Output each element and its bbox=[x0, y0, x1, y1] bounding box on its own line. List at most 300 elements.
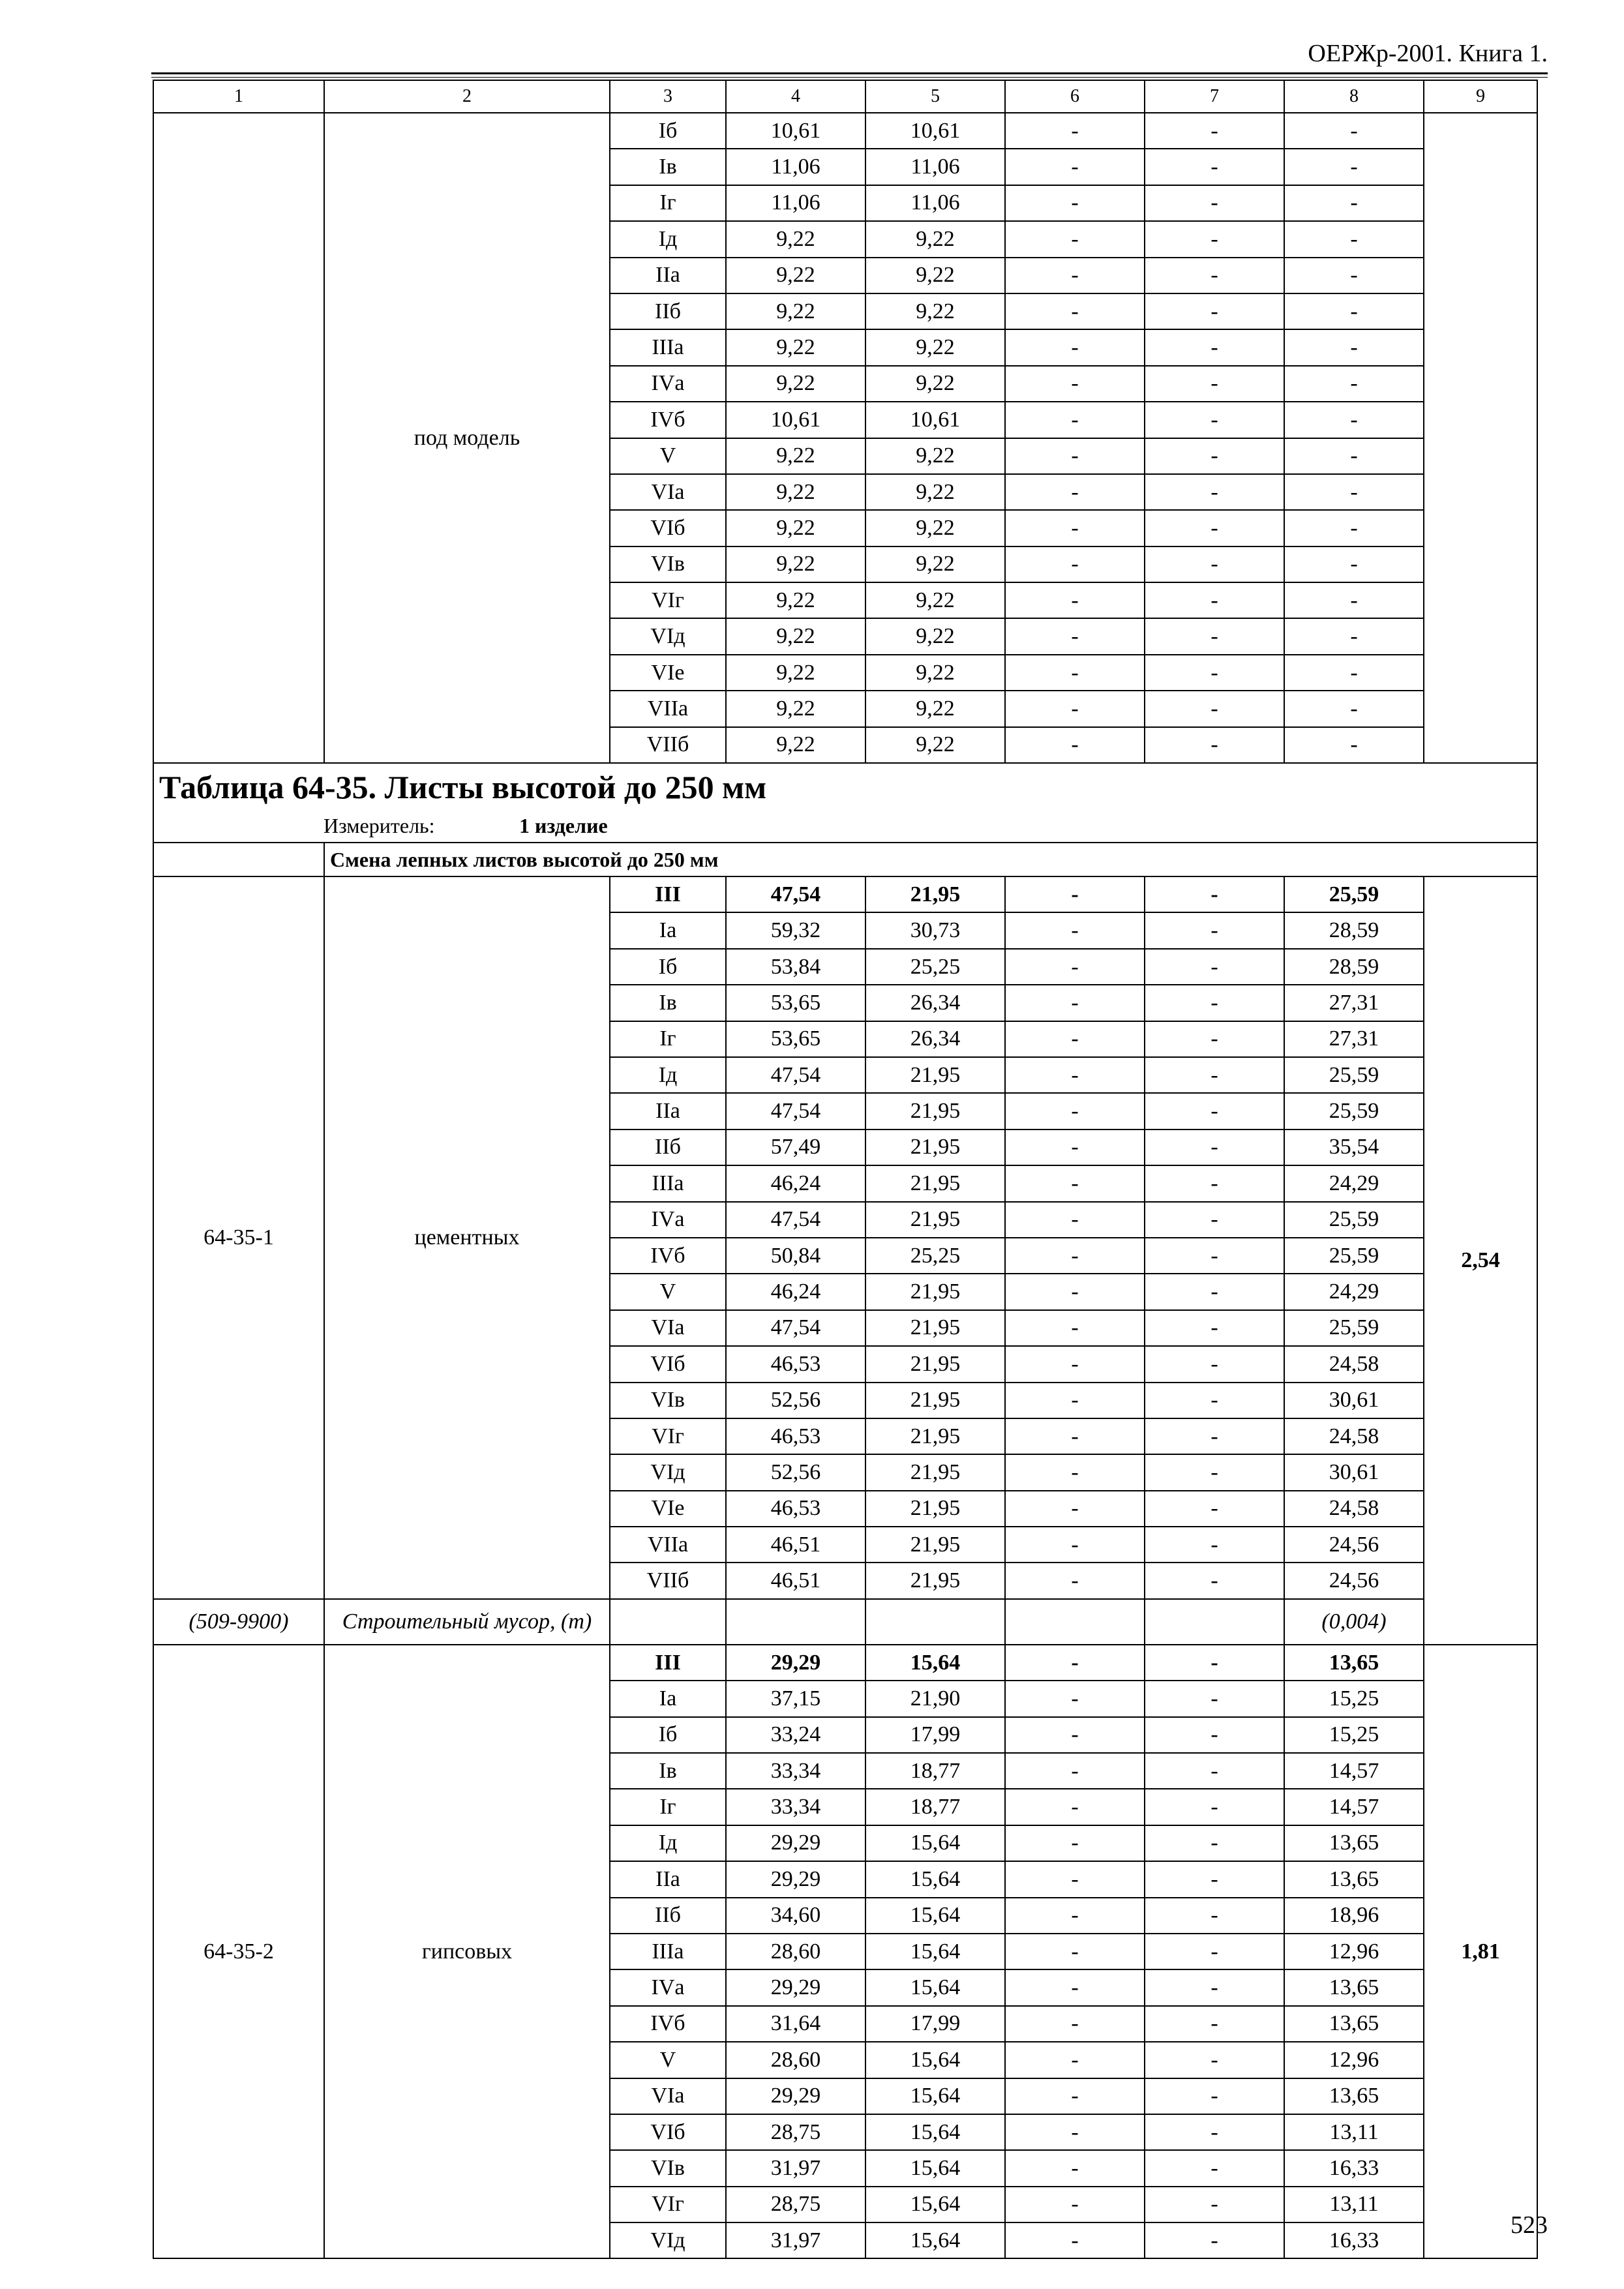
waste-value: (0,004) bbox=[1284, 1599, 1424, 1645]
cell-col-6: - bbox=[1005, 912, 1145, 948]
rate-code: 64-35-1 bbox=[153, 876, 324, 1599]
empty-cell bbox=[610, 1599, 726, 1645]
rates-table-body bbox=[153, 80, 1537, 2258]
cell-col-5: 15,64 bbox=[865, 2150, 1005, 2186]
cell-col-5: 9,22 bbox=[865, 329, 1005, 365]
cell-col-5: 21,95 bbox=[865, 1563, 1005, 1598]
cell-col-5: 15,64 bbox=[865, 1934, 1005, 1969]
cell-col-6: - bbox=[1005, 293, 1145, 329]
cell-col-3: VIб bbox=[610, 2114, 726, 2150]
cell-col-8: 28,59 bbox=[1284, 949, 1424, 985]
cell-col-3: Iа bbox=[610, 912, 726, 948]
cell-col-6: - bbox=[1005, 474, 1145, 510]
cell-col-8: 16,33 bbox=[1284, 2222, 1424, 2258]
cell-col-8: 14,57 bbox=[1284, 1753, 1424, 1789]
cell-col-7: - bbox=[1145, 2114, 1284, 2150]
empty-cell bbox=[1005, 1599, 1145, 1645]
table-row bbox=[153, 876, 1537, 912]
cell-col-6: - bbox=[1005, 1130, 1145, 1165]
col9-value bbox=[1424, 113, 1537, 763]
cell-col-3: VIIб bbox=[610, 727, 726, 763]
cell-col-5: 25,25 bbox=[865, 1238, 1005, 1274]
cell-col-4: 53,65 bbox=[726, 985, 865, 1021]
cell-col-7: - bbox=[1145, 1563, 1284, 1598]
cell-col-6: - bbox=[1005, 1527, 1145, 1563]
cell-col-8: - bbox=[1284, 113, 1424, 149]
cell-col-4: 28,60 bbox=[726, 2042, 865, 2078]
column-number: 4 bbox=[726, 80, 865, 113]
cell-col-5: 30,73 bbox=[865, 912, 1005, 948]
cell-col-8: 14,57 bbox=[1284, 1789, 1424, 1825]
cell-col-7: - bbox=[1145, 1130, 1284, 1165]
cell-col-8: 25,59 bbox=[1284, 1238, 1424, 1274]
cell-col-4: 9,22 bbox=[726, 258, 865, 293]
cell-col-6: - bbox=[1005, 1491, 1145, 1527]
cell-col-6: - bbox=[1005, 2150, 1145, 2186]
cell-col-8: - bbox=[1284, 438, 1424, 474]
cell-col-4: 9,22 bbox=[726, 293, 865, 329]
cell-col-4: 47,54 bbox=[726, 1093, 865, 1129]
cell-col-7: - bbox=[1145, 438, 1284, 474]
cell-col-8: 16,33 bbox=[1284, 2150, 1424, 2186]
cell-col-6: - bbox=[1005, 1789, 1145, 1825]
cell-col-8: 13,65 bbox=[1284, 2078, 1424, 2114]
cell-col-3: Iб bbox=[610, 949, 726, 985]
cell-col-4: 9,22 bbox=[726, 727, 865, 763]
cell-col-8: 30,61 bbox=[1284, 1454, 1424, 1490]
cell-col-3: Iв bbox=[610, 149, 726, 185]
measure-row bbox=[153, 811, 1537, 843]
cell-col-7: - bbox=[1145, 1346, 1284, 1382]
rate-code: 64-35-2 bbox=[153, 1645, 324, 2259]
cell-col-7: - bbox=[1145, 185, 1284, 221]
cell-col-6: - bbox=[1005, 618, 1145, 654]
cell-col-7: - bbox=[1145, 582, 1284, 618]
cell-col-8: 24,58 bbox=[1284, 1491, 1424, 1527]
cell-col-7: - bbox=[1145, 1898, 1284, 1934]
cell-col-6: - bbox=[1005, 1346, 1145, 1382]
cell-col-8: 13,65 bbox=[1284, 1861, 1424, 1897]
cell-col-5: 9,22 bbox=[865, 258, 1005, 293]
cell-col-8: 13,11 bbox=[1284, 2114, 1424, 2150]
cell-col-5: 11,06 bbox=[865, 185, 1005, 221]
cell-col-6: - bbox=[1005, 2222, 1145, 2258]
cell-col-5: 9,22 bbox=[865, 546, 1005, 582]
work-name: цементных bbox=[324, 876, 610, 1599]
cell-col-4: 46,51 bbox=[726, 1563, 865, 1598]
page-number: 523 bbox=[1511, 2211, 1548, 2239]
cell-col-3: IVб bbox=[610, 2006, 726, 2042]
cell-col-8: 12,96 bbox=[1284, 1934, 1424, 1969]
cell-col-6: - bbox=[1005, 1645, 1145, 1681]
cell-col-6: - bbox=[1005, 876, 1145, 912]
cell-col-6: - bbox=[1005, 1310, 1145, 1346]
cell-col-6: - bbox=[1005, 2042, 1145, 2078]
cell-col-8: - bbox=[1284, 618, 1424, 654]
cell-col-7: - bbox=[1145, 2006, 1284, 2042]
cell-col-5: 15,64 bbox=[865, 1898, 1005, 1934]
column-number-row bbox=[153, 80, 1537, 113]
cell-col-7: - bbox=[1145, 618, 1284, 654]
cell-col-3: Iб bbox=[610, 113, 726, 149]
cell-col-3: VIг bbox=[610, 1418, 726, 1454]
cell-col-4: 31,97 bbox=[726, 2150, 865, 2186]
cell-col-6: - bbox=[1005, 1861, 1145, 1897]
cell-col-6: - bbox=[1005, 1563, 1145, 1598]
cell-col-8: - bbox=[1284, 185, 1424, 221]
column-number: 6 bbox=[1005, 80, 1145, 113]
cell-col-8: 30,61 bbox=[1284, 1383, 1424, 1418]
cell-col-4: 9,22 bbox=[726, 438, 865, 474]
cell-col-5: 9,22 bbox=[865, 474, 1005, 510]
cell-col-8: 27,31 bbox=[1284, 1021, 1424, 1057]
cell-col-8: 25,59 bbox=[1284, 1310, 1424, 1346]
cell-col-8: 25,59 bbox=[1284, 1202, 1424, 1238]
cell-col-3: IIб bbox=[610, 1898, 726, 1934]
cell-col-7: - bbox=[1145, 876, 1284, 912]
cell-col-6: - bbox=[1005, 1165, 1145, 1201]
cell-col-5: 11,06 bbox=[865, 149, 1005, 185]
cell-col-7: - bbox=[1145, 691, 1284, 726]
cell-col-3: VIIа bbox=[610, 1527, 726, 1563]
cell-col-6: - bbox=[1005, 366, 1145, 402]
cell-col-5: 9,22 bbox=[865, 510, 1005, 546]
cell-col-4: 9,22 bbox=[726, 655, 865, 691]
cell-col-3: VIд bbox=[610, 1454, 726, 1490]
cell-col-7: - bbox=[1145, 1969, 1284, 2005]
waste-code: (509-9900) bbox=[153, 1599, 324, 1645]
cell-col-5: 26,34 bbox=[865, 985, 1005, 1021]
cell-col-3: VIб bbox=[610, 1346, 726, 1382]
cell-col-4: 33,34 bbox=[726, 1753, 865, 1789]
cell-col-4: 10,61 bbox=[726, 113, 865, 149]
cell-col-6: - bbox=[1005, 691, 1145, 726]
cell-col-3: Iа bbox=[610, 1681, 726, 1716]
cell-col-4: 37,15 bbox=[726, 1681, 865, 1716]
cell-col-3: VIа bbox=[610, 474, 726, 510]
cell-col-7: - bbox=[1145, 1934, 1284, 1969]
cell-col-6: - bbox=[1005, 1969, 1145, 2005]
cell-col-6: - bbox=[1005, 185, 1145, 221]
cell-col-6: - bbox=[1005, 329, 1145, 365]
cell-col-3: IVб bbox=[610, 402, 726, 438]
cell-col-6: - bbox=[1005, 985, 1145, 1021]
section-subheader: Смена лепных листов высотой до 250 мм bbox=[324, 843, 1537, 876]
cell-col-5: 21,95 bbox=[865, 1491, 1005, 1527]
cell-col-8: - bbox=[1284, 582, 1424, 618]
cell-col-5: 9,22 bbox=[865, 618, 1005, 654]
cell-col-7: - bbox=[1145, 1057, 1284, 1093]
cell-col-8: - bbox=[1284, 293, 1424, 329]
cell-col-5: 15,64 bbox=[865, 2042, 1005, 2078]
cell-col-3: IIб bbox=[610, 293, 726, 329]
empty-cell bbox=[865, 1599, 1005, 1645]
cell-col-7: - bbox=[1145, 221, 1284, 257]
cell-col-8: - bbox=[1284, 655, 1424, 691]
cell-col-6: - bbox=[1005, 438, 1145, 474]
cell-col-7: - bbox=[1145, 1383, 1284, 1418]
cell-col-3: IIIа bbox=[610, 1934, 726, 1969]
cell-col-5: 9,22 bbox=[865, 438, 1005, 474]
cell-col-7: - bbox=[1145, 1165, 1284, 1201]
cell-col-3: Iд bbox=[610, 221, 726, 257]
cell-col-6: - bbox=[1005, 258, 1145, 293]
cell-col-7: - bbox=[1145, 1093, 1284, 1129]
cell-col-4: 57,49 bbox=[726, 1130, 865, 1165]
header-rule-thin bbox=[151, 77, 1548, 78]
cell-col-8: 15,25 bbox=[1284, 1681, 1424, 1716]
cell-col-8: - bbox=[1284, 474, 1424, 510]
cell-col-4: 47,54 bbox=[726, 1310, 865, 1346]
rates-table bbox=[153, 80, 1538, 2259]
cell-col-7: - bbox=[1145, 546, 1284, 582]
cell-col-7: - bbox=[1145, 655, 1284, 691]
cell-col-7: - bbox=[1145, 2042, 1284, 2078]
cell-col-5: 21,95 bbox=[865, 1454, 1005, 1490]
cell-col-7: - bbox=[1145, 113, 1284, 149]
cell-col-5: 21,95 bbox=[865, 1527, 1005, 1563]
cell-col-6: - bbox=[1005, 221, 1145, 257]
cell-col-3: VIд bbox=[610, 618, 726, 654]
cell-col-5: 21,95 bbox=[865, 1310, 1005, 1346]
cell-col-3: V bbox=[610, 2042, 726, 2078]
cell-col-3: VIIа bbox=[610, 691, 726, 726]
cell-col-5: 21,95 bbox=[865, 1418, 1005, 1454]
rate-code bbox=[153, 113, 324, 763]
cell-col-3: Iв bbox=[610, 985, 726, 1021]
cell-col-3: VIд bbox=[610, 2222, 726, 2258]
col9-value: 1,81 bbox=[1424, 1645, 1537, 2259]
cell-col-4: 53,65 bbox=[726, 1021, 865, 1057]
cell-col-6: - bbox=[1005, 1717, 1145, 1753]
cell-col-7: - bbox=[1145, 1527, 1284, 1563]
cell-col-4: 9,22 bbox=[726, 474, 865, 510]
column-number: 9 bbox=[1424, 80, 1537, 113]
cell-col-8: 24,29 bbox=[1284, 1274, 1424, 1309]
cell-col-7: - bbox=[1145, 1310, 1284, 1346]
cell-col-4: 29,29 bbox=[726, 1645, 865, 1681]
cell-col-7: - bbox=[1145, 949, 1284, 985]
cell-col-6: - bbox=[1005, 113, 1145, 149]
cell-col-5: 21,95 bbox=[865, 1057, 1005, 1093]
cell-col-7: - bbox=[1145, 2187, 1284, 2222]
cell-col-8: 13,65 bbox=[1284, 1825, 1424, 1861]
cell-col-5: 21,95 bbox=[865, 1383, 1005, 1418]
table-title: Таблица 64-35. Листы высотой до 250 мм bbox=[153, 763, 1537, 811]
cell-col-4: 9,22 bbox=[726, 691, 865, 726]
cell-col-5: 10,61 bbox=[865, 113, 1005, 149]
cell-col-3: IIа bbox=[610, 1861, 726, 1897]
cell-col-4: 29,29 bbox=[726, 1825, 865, 1861]
cell-col-7: - bbox=[1145, 1274, 1284, 1309]
cell-col-5: 15,64 bbox=[865, 1645, 1005, 1681]
measure-cell bbox=[153, 811, 1537, 843]
cell-col-8: - bbox=[1284, 727, 1424, 763]
cell-col-5: 21,95 bbox=[865, 1346, 1005, 1382]
waste-row bbox=[153, 1599, 1537, 1645]
cell-col-5: 21,95 bbox=[865, 1093, 1005, 1129]
cell-col-5: 26,34 bbox=[865, 1021, 1005, 1057]
cell-col-4: 9,22 bbox=[726, 546, 865, 582]
cell-col-4: 9,22 bbox=[726, 329, 865, 365]
cell-col-7: - bbox=[1145, 1789, 1284, 1825]
cell-col-6: - bbox=[1005, 1681, 1145, 1716]
cell-col-6: - bbox=[1005, 510, 1145, 546]
cell-col-3: VIг bbox=[610, 2187, 726, 2222]
cell-col-5: 15,64 bbox=[865, 1825, 1005, 1861]
cell-col-3: III bbox=[610, 876, 726, 912]
column-number: 1 bbox=[153, 80, 324, 113]
cell-col-5: 15,64 bbox=[865, 2114, 1005, 2150]
cell-col-5: 21,90 bbox=[865, 1681, 1005, 1716]
cell-col-4: 46,24 bbox=[726, 1165, 865, 1201]
cell-col-4: 9,22 bbox=[726, 582, 865, 618]
cell-col-6: - bbox=[1005, 1238, 1145, 1274]
cell-col-4: 29,29 bbox=[726, 1969, 865, 2005]
cell-col-6: - bbox=[1005, 1383, 1145, 1418]
cell-col-6: - bbox=[1005, 2078, 1145, 2114]
cell-col-3: III bbox=[610, 1645, 726, 1681]
work-name: под модель bbox=[324, 113, 610, 763]
cell-col-3: VIб bbox=[610, 510, 726, 546]
cell-col-8: 24,58 bbox=[1284, 1418, 1424, 1454]
cell-col-7: - bbox=[1145, 1717, 1284, 1753]
cell-col-5: 9,22 bbox=[865, 293, 1005, 329]
cell-col-3: Iб bbox=[610, 1717, 726, 1753]
cell-col-5: 15,64 bbox=[865, 1861, 1005, 1897]
cell-col-8: - bbox=[1284, 691, 1424, 726]
cell-col-4: 46,24 bbox=[726, 1274, 865, 1309]
cell-col-8: 25,59 bbox=[1284, 1093, 1424, 1129]
cell-col-6: - bbox=[1005, 149, 1145, 185]
subheader-row bbox=[153, 843, 1537, 876]
cell-col-3: IIIа bbox=[610, 329, 726, 365]
cell-col-6: - bbox=[1005, 1418, 1145, 1454]
cell-col-8: - bbox=[1284, 258, 1424, 293]
cell-col-3: Iг bbox=[610, 1021, 726, 1057]
cell-col-6: - bbox=[1005, 2114, 1145, 2150]
cell-col-3: Iд bbox=[610, 1057, 726, 1093]
cell-col-4: 29,29 bbox=[726, 1861, 865, 1897]
cell-col-8: 24,58 bbox=[1284, 1346, 1424, 1382]
cell-col-5: 21,95 bbox=[865, 1165, 1005, 1201]
cell-col-6: - bbox=[1005, 655, 1145, 691]
cell-col-4: 31,64 bbox=[726, 2006, 865, 2042]
cell-col-3: VIе bbox=[610, 655, 726, 691]
cell-col-7: - bbox=[1145, 1418, 1284, 1454]
cell-col-8: 15,25 bbox=[1284, 1717, 1424, 1753]
cell-col-7: - bbox=[1145, 985, 1284, 1021]
cell-col-7: - bbox=[1145, 2078, 1284, 2114]
cell-col-7: - bbox=[1145, 2222, 1284, 2258]
column-number: 2 bbox=[324, 80, 610, 113]
cell-col-8: 25,59 bbox=[1284, 1057, 1424, 1093]
cell-col-8: - bbox=[1284, 366, 1424, 402]
work-name: гипсовых bbox=[324, 1645, 610, 2259]
cell-col-3: VIIб bbox=[610, 1563, 726, 1598]
empty-cell bbox=[1145, 1599, 1284, 1645]
cell-col-3: Iд bbox=[610, 1825, 726, 1861]
table-title-row bbox=[153, 763, 1537, 811]
cell-col-8: 35,54 bbox=[1284, 1130, 1424, 1165]
cell-col-4: 31,97 bbox=[726, 2222, 865, 2258]
cell-col-8: 18,96 bbox=[1284, 1898, 1424, 1934]
cell-col-7: - bbox=[1145, 366, 1284, 402]
cell-col-5: 9,22 bbox=[865, 582, 1005, 618]
cell-col-7: - bbox=[1145, 1753, 1284, 1789]
cell-col-3: IIа bbox=[610, 1093, 726, 1129]
cell-col-4: 11,06 bbox=[726, 149, 865, 185]
cell-col-4: 28,75 bbox=[726, 2114, 865, 2150]
page-header-title: ОЕРЖр-2001. Книга 1. bbox=[1308, 40, 1548, 67]
cell-col-5: 21,95 bbox=[865, 1130, 1005, 1165]
cell-col-3: VIв bbox=[610, 546, 726, 582]
cell-col-7: - bbox=[1145, 293, 1284, 329]
cell-col-8: 24,56 bbox=[1284, 1527, 1424, 1563]
table-row bbox=[153, 1645, 1537, 1681]
cell-col-4: 47,54 bbox=[726, 876, 865, 912]
cell-col-3: IIIа bbox=[610, 1165, 726, 1201]
header-rule bbox=[151, 72, 1548, 74]
cell-col-5: 9,22 bbox=[865, 221, 1005, 257]
cell-col-7: - bbox=[1145, 510, 1284, 546]
cell-col-4: 53,84 bbox=[726, 949, 865, 985]
cell-col-3: V bbox=[610, 1274, 726, 1309]
cell-col-6: - bbox=[1005, 1454, 1145, 1490]
cell-col-3: VIв bbox=[610, 1383, 726, 1418]
cell-col-6: - bbox=[1005, 949, 1145, 985]
cell-col-3: VIг bbox=[610, 582, 726, 618]
table-row bbox=[153, 113, 1537, 149]
cell-col-4: 52,56 bbox=[726, 1383, 865, 1418]
cell-col-5: 9,22 bbox=[865, 727, 1005, 763]
cell-col-6: - bbox=[1005, 1057, 1145, 1093]
cell-col-5: 21,95 bbox=[865, 1274, 1005, 1309]
waste-name: Строительный мусор, (т) bbox=[324, 1599, 610, 1645]
cell-col-6: - bbox=[1005, 2006, 1145, 2042]
cell-col-5: 15,64 bbox=[865, 2187, 1005, 2222]
cell-col-4: 46,51 bbox=[726, 1527, 865, 1563]
cell-col-4: 29,29 bbox=[726, 2078, 865, 2114]
cell-col-3: IVа bbox=[610, 1202, 726, 1238]
cell-col-7: - bbox=[1145, 1645, 1284, 1681]
empty-cell bbox=[153, 843, 324, 876]
column-number: 7 bbox=[1145, 80, 1284, 113]
cell-col-5: 21,95 bbox=[865, 1202, 1005, 1238]
cell-col-7: - bbox=[1145, 727, 1284, 763]
cell-col-5: 9,22 bbox=[865, 366, 1005, 402]
cell-col-5: 10,61 bbox=[865, 402, 1005, 438]
cell-col-7: - bbox=[1145, 912, 1284, 948]
cell-col-6: - bbox=[1005, 2187, 1145, 2222]
cell-col-6: - bbox=[1005, 1274, 1145, 1309]
cell-col-5: 15,64 bbox=[865, 1969, 1005, 2005]
cell-col-8: 24,29 bbox=[1284, 1165, 1424, 1201]
cell-col-4: 9,22 bbox=[726, 366, 865, 402]
cell-col-8: 12,96 bbox=[1284, 2042, 1424, 2078]
cell-col-6: - bbox=[1005, 1202, 1145, 1238]
cell-col-4: 33,24 bbox=[726, 1717, 865, 1753]
cell-col-6: - bbox=[1005, 1825, 1145, 1861]
cell-col-4: 10,61 bbox=[726, 402, 865, 438]
cell-col-6: - bbox=[1005, 1021, 1145, 1057]
cell-col-7: - bbox=[1145, 1681, 1284, 1716]
cell-col-8: 13,11 bbox=[1284, 2187, 1424, 2222]
column-number: 3 bbox=[610, 80, 726, 113]
cell-col-7: - bbox=[1145, 1454, 1284, 1490]
cell-col-8: - bbox=[1284, 402, 1424, 438]
cell-col-3: VIа bbox=[610, 2078, 726, 2114]
